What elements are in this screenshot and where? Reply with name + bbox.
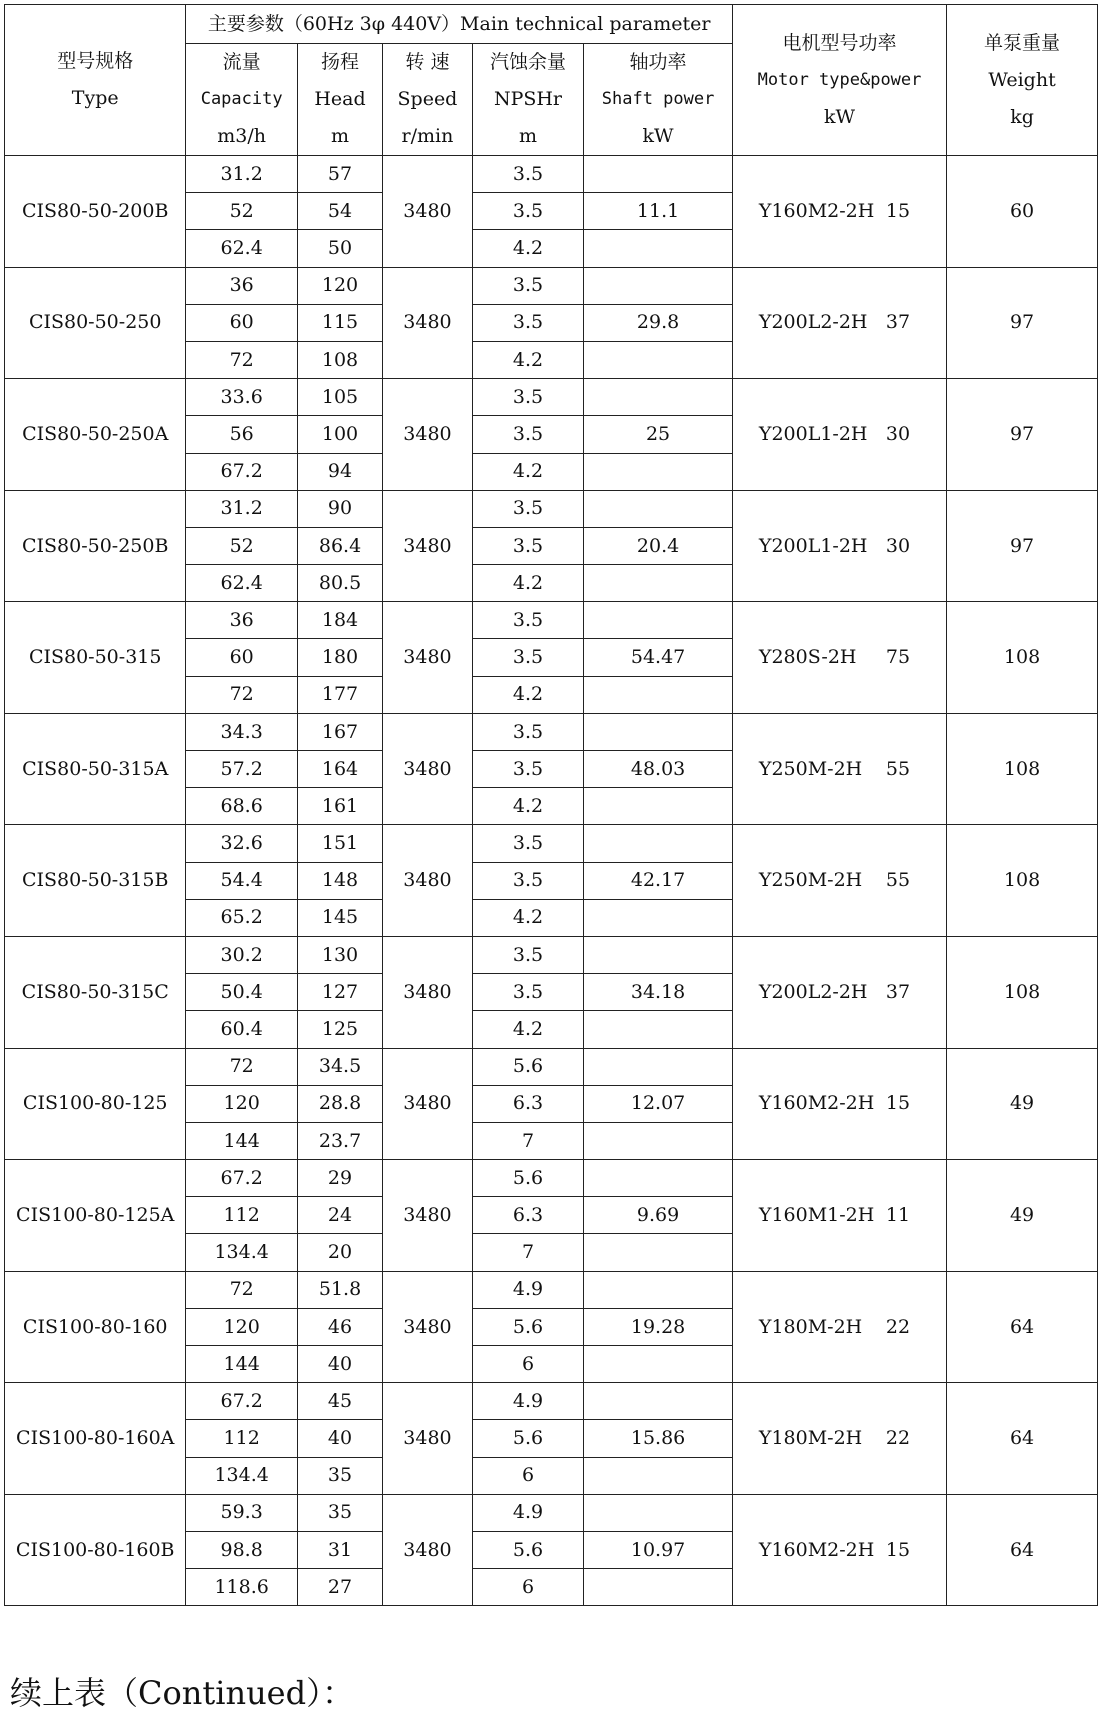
capacity-cell: 67.2 (186, 1160, 297, 1197)
motor-type: Y200L1-2H (758, 423, 868, 445)
motor-type: Y280S-2H (758, 646, 857, 669)
head-cell: 20 (297, 1234, 382, 1271)
head-cell: 35 (297, 1494, 382, 1531)
head-cell: 28.8 (297, 1085, 382, 1122)
type-cell: CIS80-50-250B (5, 490, 186, 602)
shaft-power-cell: 54.47 (584, 639, 733, 676)
head-cell: 108 (297, 341, 382, 378)
capacity-cell: 68.6 (186, 788, 297, 825)
npshr-cell: 6.3 (472, 1085, 583, 1122)
type-cell: CIS100-80-160B (5, 1494, 186, 1606)
shaft-power-empty-cell (584, 1271, 733, 1308)
motor-cell (732, 936, 946, 1048)
npshr-cell: 4.2 (472, 230, 583, 267)
motor-type: Y160M1-2H (758, 1203, 875, 1226)
npshr-cell: 3.5 (472, 304, 583, 341)
head-cell: 145 (297, 899, 382, 936)
capacity-cell: 134.4 (186, 1234, 297, 1271)
motor-power: 22 (885, 1427, 911, 1450)
shaft-power-cell: 11.1 (584, 193, 733, 230)
weight-header: 单泵重量 Weight kg (947, 5, 1098, 156)
npshr-cell: 4.2 (472, 565, 583, 602)
capacity-cell: 52 (186, 527, 297, 564)
type-cell: CIS100-80-125A (5, 1160, 186, 1272)
shaft-power-empty-cell (584, 1457, 733, 1494)
shaft-power-cell: 42.17 (584, 862, 733, 899)
head-cell: 45 (297, 1383, 382, 1420)
table-row (5, 267, 1098, 304)
motor-info (733, 1092, 946, 1115)
shaft-power-empty-cell (584, 1048, 733, 1085)
motor-type: Y160M2-2H (758, 1538, 875, 1561)
capacity-cell: 98.8 (186, 1531, 297, 1568)
shaft-power-empty-cell (584, 713, 733, 750)
motor-cell (732, 602, 946, 714)
head-cell: 94 (297, 453, 382, 490)
capacity-cell: 60 (186, 639, 297, 676)
head-cell: 130 (297, 936, 382, 973)
weight-cell: 97 (947, 490, 1098, 602)
capacity-cell: 30.2 (186, 936, 297, 973)
shaft-power-empty-cell (584, 1383, 733, 1420)
speed-cell: 3480 (383, 936, 473, 1048)
head-cell: 80.5 (297, 565, 382, 602)
motor-power: 37 (885, 311, 911, 334)
speed-cell: 3480 (383, 379, 473, 491)
npshr-cell: 6 (472, 1457, 583, 1494)
npshr-cell: 3.5 (472, 751, 583, 788)
npshr-cell: 4.9 (472, 1271, 583, 1308)
shaft-power-cell: 34.18 (584, 974, 733, 1011)
npshr-cell: 3.5 (472, 974, 583, 1011)
head-cell: 50 (297, 230, 382, 267)
npshr-cell: 5.6 (472, 1308, 583, 1345)
motor-type: Y160M2-2H (758, 1092, 875, 1115)
speed-cell: 3480 (383, 1494, 473, 1606)
type-cell: CIS80-50-315C (5, 936, 186, 1048)
motor-info (733, 758, 946, 781)
motor-type: Y200L2-2H (758, 311, 868, 334)
weight-cell: 60 (947, 156, 1098, 268)
table-row (5, 713, 1098, 750)
npshr-cell: 6 (472, 1569, 583, 1606)
head-cell: 105 (297, 379, 382, 416)
speed-cell: 3480 (383, 490, 473, 602)
shaft-power-empty-cell (584, 230, 733, 267)
head-cell: 27 (297, 1569, 382, 1606)
capacity-cell: 32.6 (186, 825, 297, 862)
npshr-cell: 3.5 (472, 379, 583, 416)
shaft-power-cell: 12.07 (584, 1085, 733, 1122)
weight-cell: 49 (947, 1048, 1098, 1160)
weight-cell: 49 (947, 1160, 1098, 1272)
motor-info (733, 1316, 946, 1339)
motor-power: 22 (885, 1315, 911, 1338)
speed-cell: 3480 (383, 602, 473, 714)
npshr-cell: 6.3 (472, 1197, 583, 1234)
head-cell: 161 (297, 788, 382, 825)
motor-cell (732, 490, 946, 602)
motor-cell (732, 1271, 946, 1383)
npshr-cell: 4.9 (472, 1494, 583, 1531)
type-header: 型号规格 Type (5, 5, 186, 156)
motor-type: Y180M-2H (758, 1315, 863, 1338)
speed-cell: 3480 (383, 713, 473, 825)
capacity-cell: 120 (186, 1085, 297, 1122)
motor-power: 11 (885, 1203, 911, 1226)
shaft-power-empty-cell (584, 1160, 733, 1197)
motor-power: 30 (885, 423, 911, 445)
pump-spec-table (4, 4, 1098, 1606)
shaft-power-empty-cell (584, 788, 733, 825)
table-row (5, 156, 1098, 193)
head-cell: 40 (297, 1346, 382, 1383)
npshr-header: 汽蚀余量 NPSHr m (472, 44, 583, 156)
npshr-cell: 4.2 (472, 676, 583, 713)
motor-power: 15 (885, 1092, 911, 1115)
npshr-cell: 3.5 (472, 490, 583, 527)
shaft-power-empty-cell (584, 156, 733, 193)
head-cell: 164 (297, 751, 382, 788)
npshr-cell: 4.2 (472, 1011, 583, 1048)
shaft-power-empty-cell (584, 602, 733, 639)
head-cell: 46 (297, 1308, 382, 1345)
head-cell: 57 (297, 156, 382, 193)
weight-cell: 108 (947, 713, 1098, 825)
capacity-cell: 62.4 (186, 565, 297, 602)
table-row (5, 1160, 1098, 1197)
shaft-power-empty-cell (584, 1011, 733, 1048)
weight-cell: 97 (947, 267, 1098, 379)
shaft-power-empty-cell (584, 565, 733, 602)
motor-cell (732, 379, 946, 491)
capacity-cell: 56 (186, 416, 297, 453)
motor-power: 15 (885, 1538, 911, 1561)
motor-cell (732, 1383, 946, 1495)
capacity-cell: 33.6 (186, 379, 297, 416)
head-cell: 151 (297, 825, 382, 862)
shaft-power-empty-cell (584, 1494, 733, 1531)
motor-cell (732, 825, 946, 937)
npshr-cell: 4.2 (472, 788, 583, 825)
head-cell: 29 (297, 1160, 382, 1197)
motor-power: 30 (885, 534, 911, 557)
table-row (5, 1383, 1098, 1420)
motor-type: Y160M2-2H (758, 199, 875, 222)
npshr-cell: 3.5 (472, 267, 583, 304)
shaft-power-empty-cell (584, 1346, 733, 1383)
capacity-cell: 52 (186, 193, 297, 230)
motor-type: Y180M-2H (758, 1427, 863, 1450)
head-cell: 177 (297, 676, 382, 713)
npshr-cell: 3.5 (472, 825, 583, 862)
weight-cell: 108 (947, 602, 1098, 714)
shaft-power-cell: 10.97 (584, 1531, 733, 1568)
shaft-power-empty-cell (584, 936, 733, 973)
weight-cell: 108 (947, 936, 1098, 1048)
type-cell: CIS100-80-160 (5, 1271, 186, 1383)
head-cell: 184 (297, 602, 382, 639)
shaft-power-empty-cell (584, 825, 733, 862)
capacity-cell: 144 (186, 1346, 297, 1383)
speed-cell: 3480 (383, 1048, 473, 1160)
head-cell: 148 (297, 862, 382, 899)
shaft-power-cell: 9.69 (584, 1197, 733, 1234)
shaft-power-cell: 48.03 (584, 751, 733, 788)
capacity-cell: 144 (186, 1122, 297, 1159)
npshr-cell: 4.2 (472, 341, 583, 378)
motor-cell (732, 156, 946, 268)
motor-cell (732, 1160, 946, 1272)
npshr-cell: 6 (472, 1346, 583, 1383)
npshr-cell: 7 (472, 1122, 583, 1159)
motor-info (733, 869, 946, 892)
head-cell: 40 (297, 1420, 382, 1457)
head-cell: 167 (297, 713, 382, 750)
motor-info (733, 311, 946, 334)
capacity-cell: 72 (186, 1271, 297, 1308)
shaft-power-empty-cell (584, 899, 733, 936)
capacity-cell: 36 (186, 602, 297, 639)
head-cell: 127 (297, 974, 382, 1011)
capacity-cell: 59.3 (186, 1494, 297, 1531)
capacity-cell: 112 (186, 1197, 297, 1234)
npshr-cell: 4.2 (472, 899, 583, 936)
shaft-power-empty-cell (584, 341, 733, 378)
capacity-cell: 65.2 (186, 899, 297, 936)
shaft-power-empty-cell (584, 453, 733, 490)
shaft-power-empty-cell (584, 676, 733, 713)
shaft-power-cell: 15.86 (584, 1420, 733, 1457)
shaft-power-cell: 29.8 (584, 304, 733, 341)
weight-cell: 108 (947, 825, 1098, 937)
shaft-power-empty-cell (584, 490, 733, 527)
capacity-cell: 34.3 (186, 713, 297, 750)
capacity-cell: 36 (186, 267, 297, 304)
motor-info (733, 1539, 946, 1562)
table-row (5, 1048, 1098, 1085)
head-cell: 120 (297, 267, 382, 304)
shaft-power-empty-cell (584, 379, 733, 416)
head-cell: 100 (297, 416, 382, 453)
head-cell: 35 (297, 1457, 382, 1494)
shaft-power-empty-cell (584, 1234, 733, 1271)
shaft-power-empty-cell (584, 267, 733, 304)
capacity-cell: 118.6 (186, 1569, 297, 1606)
npshr-cell: 4.9 (472, 1383, 583, 1420)
npshr-cell: 4.2 (472, 453, 583, 490)
capacity-cell: 120 (186, 1308, 297, 1345)
motor-cell (732, 1048, 946, 1160)
speed-cell: 3480 (383, 1383, 473, 1495)
motor-power: 37 (885, 980, 911, 1003)
motor-type: Y250M-2H (758, 757, 863, 780)
speed-cell: 3480 (383, 825, 473, 937)
motor-info (733, 981, 946, 1004)
continued-note: 续上表（Continued）： (10, 1674, 355, 1712)
weight-cell: 64 (947, 1383, 1098, 1495)
speed-cell: 3480 (383, 1271, 473, 1383)
speed-cell: 3480 (383, 156, 473, 268)
motor-info (733, 423, 946, 446)
motor-info (733, 646, 946, 669)
head-cell: 115 (297, 304, 382, 341)
npshr-cell: 3.5 (472, 639, 583, 676)
npshr-cell: 3.5 (472, 862, 583, 899)
motor-type: Y200L1-2H (758, 534, 868, 557)
head-cell: 90 (297, 490, 382, 527)
motor-info (733, 200, 946, 223)
shaft-power-header: 轴功率 Shaft power kW (584, 44, 733, 156)
capacity-cell: 60 (186, 304, 297, 341)
capacity-cell: 67.2 (186, 1383, 297, 1420)
shaft-power-cell: 20.4 (584, 527, 733, 564)
capacity-cell: 54.4 (186, 862, 297, 899)
head-cell: 31 (297, 1531, 382, 1568)
head-header: 扬程 Head m (297, 44, 382, 156)
capacity-cell: 50.4 (186, 974, 297, 1011)
capacity-cell: 67.2 (186, 453, 297, 490)
motor-cell (732, 713, 946, 825)
npshr-cell: 5.6 (472, 1420, 583, 1457)
capacity-cell: 72 (186, 341, 297, 378)
npshr-cell: 3.5 (472, 713, 583, 750)
shaft-power-empty-cell (584, 1569, 733, 1606)
table-row (5, 1494, 1098, 1531)
main-params-header: 主要参数（60Hz 3φ 440V）Main technical parameter (186, 5, 732, 44)
type-cell: CIS80-50-250A (5, 379, 186, 491)
capacity-cell: 31.2 (186, 156, 297, 193)
head-cell: 54 (297, 193, 382, 230)
table-row (5, 1271, 1098, 1308)
head-cell: 180 (297, 639, 382, 676)
head-cell: 24 (297, 1197, 382, 1234)
shaft-power-cell: 19.28 (584, 1308, 733, 1345)
capacity-cell: 112 (186, 1420, 297, 1457)
capacity-cell: 72 (186, 1048, 297, 1085)
speed-cell: 3480 (383, 1160, 473, 1272)
head-cell: 86.4 (297, 527, 382, 564)
npshr-cell: 7 (472, 1234, 583, 1271)
capacity-cell: 62.4 (186, 230, 297, 267)
weight-cell: 97 (947, 379, 1098, 491)
npshr-cell: 3.5 (472, 936, 583, 973)
table-row (5, 936, 1098, 973)
table-row (5, 602, 1098, 639)
head-cell: 125 (297, 1011, 382, 1048)
motor-cell (732, 1494, 946, 1606)
motor-info (733, 1427, 946, 1450)
capacity-cell: 31.2 (186, 490, 297, 527)
motor-type: Y200L2-2H (758, 980, 868, 1003)
npshr-cell: 3.5 (472, 416, 583, 453)
npshr-cell: 5.6 (472, 1160, 583, 1197)
type-cell: CIS80-50-200B (5, 156, 186, 268)
speed-header: 转 速 Speed r/min (383, 44, 473, 156)
motor-header: 电机型号功率 Motor type&power kW (732, 5, 946, 156)
motor-info (733, 535, 946, 558)
motor-cell (732, 267, 946, 379)
capacity-header: 流量 Capacity m3/h (186, 44, 297, 156)
weight-cell: 64 (947, 1271, 1098, 1383)
capacity-cell: 60.4 (186, 1011, 297, 1048)
type-cell: CIS80-50-315A (5, 713, 186, 825)
capacity-cell: 72 (186, 676, 297, 713)
capacity-cell: 57.2 (186, 751, 297, 788)
shaft-power-cell: 25 (584, 416, 733, 453)
header-row-1 (5, 5, 1098, 44)
capacity-cell: 134.4 (186, 1457, 297, 1494)
npshr-cell: 5.6 (472, 1048, 583, 1085)
npshr-cell: 3.5 (472, 156, 583, 193)
type-cell: CIS80-50-250 (5, 267, 186, 379)
table-row (5, 825, 1098, 862)
head-cell: 51.8 (297, 1271, 382, 1308)
type-cell: CIS100-80-125 (5, 1048, 186, 1160)
head-cell: 23.7 (297, 1122, 382, 1159)
weight-cell: 64 (947, 1494, 1098, 1606)
type-cell: CIS100-80-160A (5, 1383, 186, 1495)
npshr-cell: 5.6 (472, 1531, 583, 1568)
npshr-cell: 3.5 (472, 193, 583, 230)
npshr-cell: 3.5 (472, 602, 583, 639)
motor-power: 55 (885, 757, 911, 780)
motor-power: 55 (885, 869, 911, 892)
speed-cell: 3480 (383, 267, 473, 379)
npshr-cell: 3.5 (472, 527, 583, 564)
motor-info (733, 1204, 946, 1227)
motor-type: Y250M-2H (758, 869, 863, 892)
shaft-power-empty-cell (584, 1122, 733, 1159)
table-row (5, 379, 1098, 416)
type-cell: CIS80-50-315 (5, 602, 186, 714)
head-cell: 34.5 (297, 1048, 382, 1085)
motor-power: 15 (885, 199, 911, 222)
motor-power: 75 (885, 646, 911, 669)
type-cell: CIS80-50-315B (5, 825, 186, 937)
table-row (5, 490, 1098, 527)
